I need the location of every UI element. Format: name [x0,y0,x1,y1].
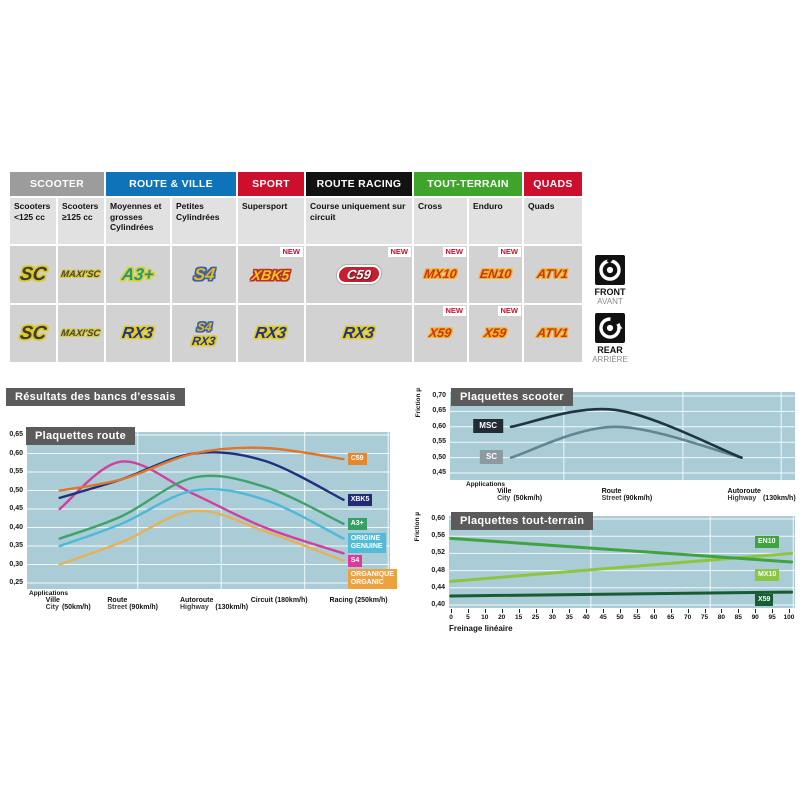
x-category-sub: City [45,604,59,611]
y-tick-label: 0,44 [431,583,445,591]
x-category-label [602,488,653,502]
x-category-speed: (250km/h) [354,597,388,604]
y-tick-label: 0,65 [432,407,446,415]
x-tick-mark [502,609,503,613]
front-sub-label: AVANT [597,297,623,306]
x-category-stack [602,488,622,502]
series-label-organique-organic [348,569,397,589]
y-tick-label: 0,70 [432,392,446,399]
y-tick-label: 0,60 [431,515,445,522]
x-axis-title: Freinage linéaire [449,624,513,633]
x-category-label [330,597,388,604]
x-tick-label: 55 [633,614,641,621]
x-tick-mark [468,609,469,613]
logo-xbk5: XBK5 [251,266,291,283]
logo-en10: EN10 [478,267,513,282]
column-header: Scooters <125 cc [10,198,56,244]
y-tick-label: 0,60 [432,422,446,430]
series-label-line: XBK5 [350,495,370,503]
y-tick-label: 0,52 [431,549,445,557]
series-label-xbk5 [348,494,373,506]
y-tick-label: 0,55 [432,438,446,446]
column-header: Petites Cylindrées [172,198,236,244]
logo-maxisc: MAXI'SC [60,268,102,280]
y-axis-title: Friction µ [414,512,421,542]
series-label-a3 [348,518,367,530]
column-header: Moyennes et grosses Cylindrées [106,198,170,244]
x-category-stack [497,488,511,502]
x-tick-mark [519,609,520,613]
chart-title-tout-terrain: Plaquettes tout-terrain [451,512,593,530]
x-tick-label: 10 [481,614,489,621]
series-label-line: ORIGINE [350,534,381,542]
x-category-label [46,597,91,611]
x-tick-mark [755,609,756,613]
series-label-sc [480,450,503,464]
y-tick-label: 0,40 [9,523,23,531]
product-cell-rear [10,305,56,362]
x-axis-scooter [450,481,795,515]
column-header: Supersport [238,198,304,244]
x-category-speed: (90km/h) [623,495,653,502]
x-category-speed: (90km/h) [129,604,159,611]
product-cell-front [306,246,412,303]
logo-atv1: ATV1 [536,326,570,341]
logo-x59: X59 [428,326,453,341]
y-tick-label: 0,30 [9,560,23,568]
new-badge: NEW [443,306,467,316]
rear-label: REAR [597,345,623,355]
product-cell-front [414,246,467,303]
product-range-table [10,172,582,362]
x-tick-mark [451,609,452,613]
y-tick-label: 0,48 [431,566,445,574]
y-tick-label: 0,50 [9,486,23,494]
x-category-main: Autoroute [179,597,214,604]
x-tick-label: 100 [783,614,795,621]
chart-title-scooter: Plaquettes scooter [451,388,573,406]
x-tick-mark [637,609,638,613]
y-tick-label: 0,50 [432,453,446,461]
series-label-s4 [348,555,363,567]
column-header: Scooters ≥125 cc [58,198,104,244]
x-tick-label: 15 [514,614,523,621]
logo-s4: S4 [192,265,216,284]
y-axis-title: Friction µ [415,388,422,418]
x-category-main: Route [601,488,622,495]
x-axis-tt [449,609,795,643]
chart-title-route: Plaquettes route [26,427,135,445]
product-cell-front [172,246,236,303]
product-cell-rear [58,305,104,362]
logo-rx3: RX3 [191,333,217,348]
logo-sc: SC [18,323,48,344]
series-label-line: S4 [350,556,360,564]
x-category-speed: (50km/h) [513,495,543,502]
x-tick-label: 90 [751,614,759,621]
new-badge: NEW [498,247,522,257]
front-brake-disc-icon [595,255,625,285]
x-category-stack [728,488,761,502]
x-tick-mark [705,609,706,613]
product-cell-front [238,246,304,303]
x-category-speed: (180km/h) [274,597,308,604]
product-cell-front [524,246,582,303]
header-group-tout-terrain: TOUT-TERRAIN [414,172,522,196]
logo-a3: A3+ [120,265,156,284]
column-header: Course uniquement sur circuit [306,198,412,244]
x-category-main: Racing [329,597,353,604]
new-badge: NEW [498,306,522,316]
product-cell-front [58,246,104,303]
x-category-sub: Street [601,495,622,502]
header-group-route-ville: ROUTE & VILLE [106,172,236,196]
rear-sub-label: ARRIÈRE [592,355,628,364]
x-tick-label: 80 [717,614,726,621]
y-tick-label: 0,25 [9,579,23,586]
header-group-route-racing: ROUTE RACING [306,172,412,196]
series-label-line: ORGANIC [350,578,384,586]
column-header: Enduro [469,198,522,244]
x-category-stack [180,597,213,611]
series-label-line: A3+ [350,519,364,527]
x-category-sub: Highway [727,495,757,502]
x-category-main: Autoroute [727,488,761,495]
x-tick-mark [552,609,553,613]
x-tick-mark [569,609,570,613]
x-axis-title: Applications [466,481,506,488]
x-category-stack [107,597,127,611]
x-category-main: Ville [45,597,60,604]
series-label-line: MX10 [758,571,777,578]
y-tick-label: 0,55 [9,468,23,475]
x-tick-mark [772,609,773,613]
product-cell-rear [106,305,170,362]
x-tick-mark [688,609,689,613]
x-tick-label: 60 [650,614,658,621]
new-badge: NEW [443,247,467,257]
x-tick-mark [654,609,655,613]
header-group-scooter: SCOOTER [10,172,104,196]
product-cell-rear [172,305,236,362]
y-tick-label: 0,35 [9,542,23,549]
x-category-main: Circuit [250,597,273,604]
header-group-sport: SPORT [238,172,304,196]
x-category-speed: (130km/h) [215,604,249,611]
product-cell-rear [524,305,582,362]
product-cell-rear [469,305,522,362]
y-tick-label: 0,45 [9,505,23,512]
logo-c59: C59 [336,265,383,284]
x-tick-label: 0 [449,614,453,621]
logo-rx3: RX3 [121,324,155,342]
logo-maxisc: MAXI'SC [60,327,102,339]
series-label-origine-genuine [348,533,386,553]
x-tick-label: 45 [599,614,607,621]
product-cell-rear [238,305,304,362]
logo-sc: SC [18,264,48,285]
series-label-line: MSC [479,420,498,430]
product-cell-rear [306,305,412,362]
x-tick-label: 35 [565,614,573,621]
x-category-label [107,597,158,611]
x-tick-label: 25 [531,614,540,621]
x-tick-label: 70 [683,614,692,621]
product-cell-front [10,246,56,303]
x-tick-label: 50 [616,614,624,621]
x-tick-mark [721,609,722,613]
y-tick-label: 0,40 [431,601,445,608]
x-tick-label: 85 [734,614,742,621]
series-label-line: X59 [758,596,771,603]
x-tick-label: 95 [768,614,776,621]
series-label-c59 [348,453,367,465]
x-tick-label: 75 [700,614,709,621]
x-tick-mark [738,609,739,613]
x-tick-mark [671,609,672,613]
x-tick-label: 30 [548,614,557,621]
x-category-speed: (50km/h) [61,604,91,611]
front-label: FRONT [594,287,626,297]
logo-atv1: ATV1 [536,267,570,282]
series-label-x59 [755,594,773,606]
route-pads-chart [9,431,394,611]
front-rear-key [592,255,628,371]
product-cell-front [106,246,170,303]
x-category-sub: City [497,495,511,502]
x-category-label [497,488,542,502]
column-header: Quads [524,198,582,244]
new-badge: NEW [388,247,412,257]
x-tick-mark [789,609,790,613]
y-tick-label: 0,60 [9,449,23,457]
logo-s4: S4 [195,319,213,334]
x-category-speed: (130km/h) [762,495,796,502]
product-cell-front [469,246,522,303]
x-tick-label: 20 [498,614,506,621]
x-category-label [728,488,796,502]
rear-brake-disc-icon [595,313,625,343]
series-label-en10 [755,536,779,548]
x-tick-mark [536,609,537,613]
new-badge: NEW [280,247,304,257]
logo-mx10: MX10 [423,267,458,282]
series-label-line: EN10 [758,538,776,545]
series-label-msc [473,419,503,433]
x-category-main: Ville [497,488,512,495]
x-tick-mark [620,609,621,613]
product-cell-rear [414,305,467,362]
plot-area-route [27,432,390,589]
series-label-line: SC [485,451,498,461]
x-axis-title: Applications [29,590,69,597]
x-category-label [251,597,308,604]
x-tick-mark [586,609,587,613]
section-title: Résultats des bancs d'essais [6,388,185,406]
y-tick-label: 0,45 [432,469,446,476]
column-header: Cross [414,198,467,244]
y-tick-label: 0,65 [9,431,23,438]
x-category-label [180,597,248,611]
x-category-sub: Highway [179,604,209,611]
series-label-mx10 [755,569,779,581]
y-tick-label: 0,56 [431,532,445,540]
x-tick-label: 5 [466,614,470,621]
x-tick-label: 65 [667,614,675,621]
x-category-stack [46,597,60,611]
series-label-line: GENUINE [350,542,383,550]
x-tick-label: 40 [582,614,590,621]
x-tick-mark [603,609,604,613]
series-label-line: ORGANIQUE [350,570,394,578]
x-category-main: Route [107,597,128,604]
series-label-line: C59 [350,455,364,463]
x-category-sub: Street [107,604,128,611]
logo-x59: X59 [483,326,508,341]
logo-rx3: RX3 [254,324,288,342]
header-group-quads: QUADS [524,172,582,196]
logo-rx3: RX3 [342,324,376,342]
x-axis-route [27,590,390,624]
x-tick-mark [485,609,486,613]
